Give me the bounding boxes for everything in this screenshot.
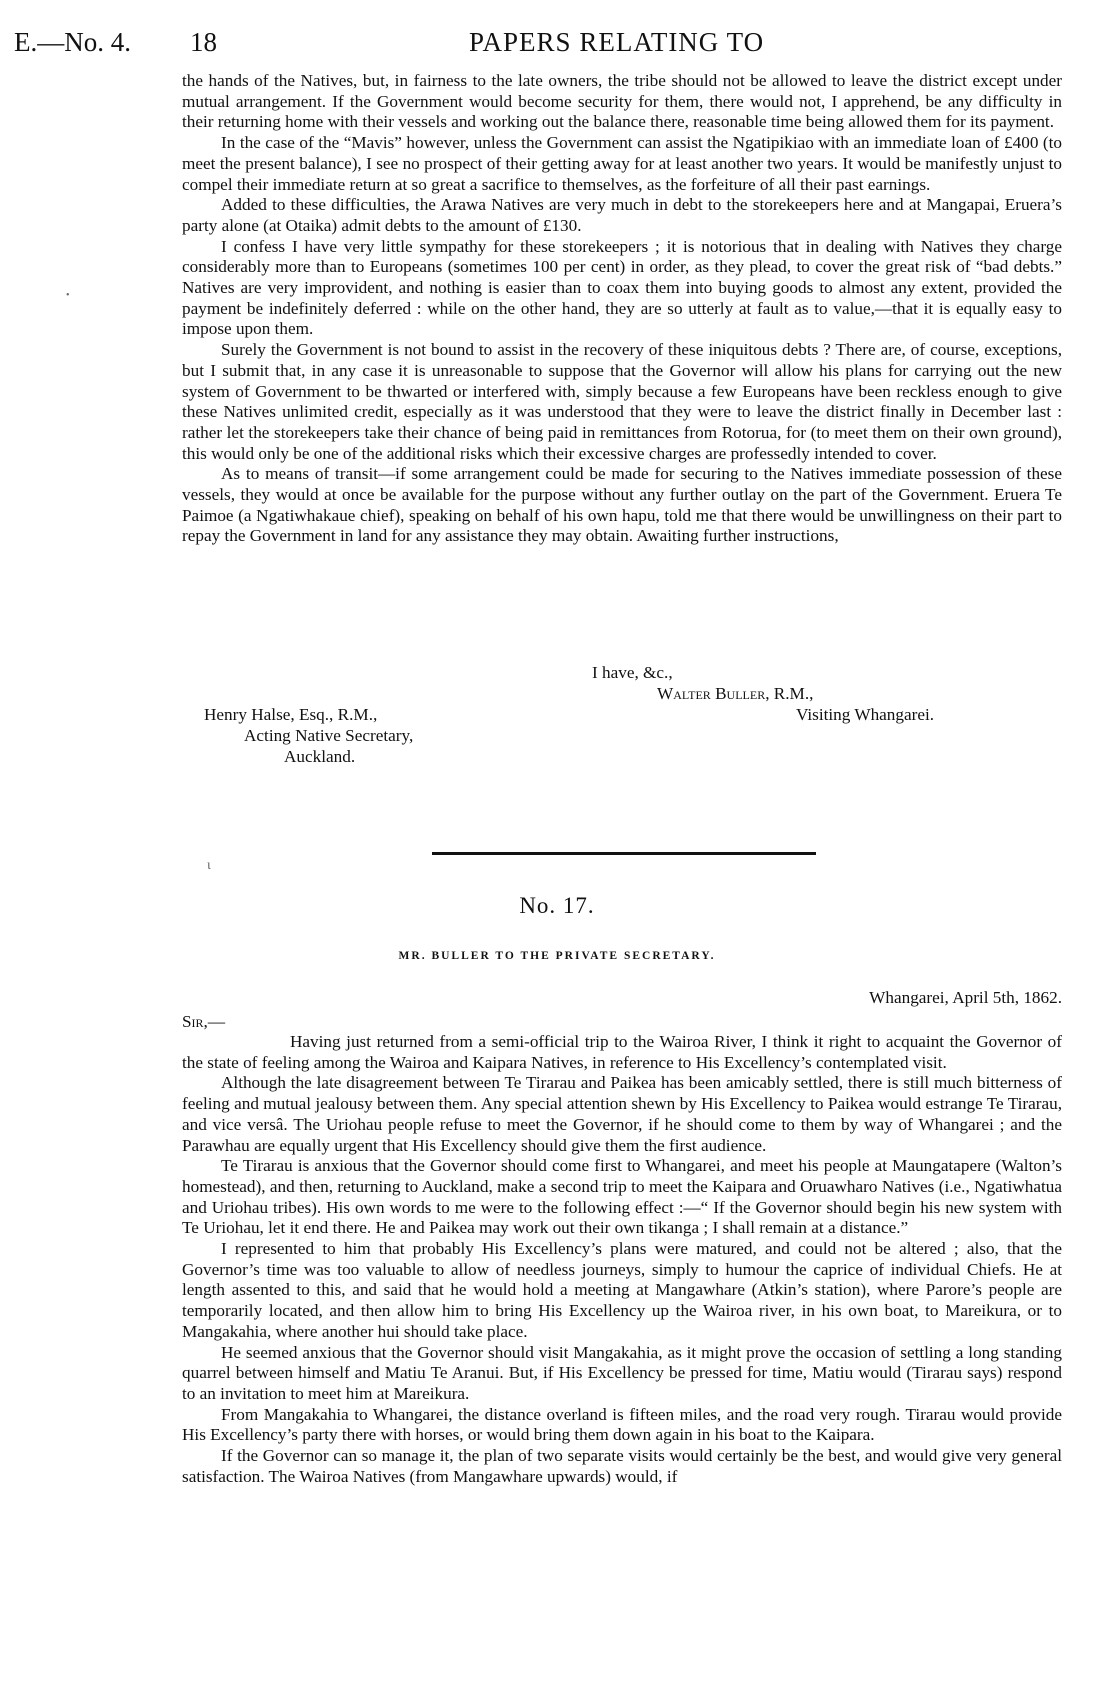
document-code: E.—No. 4. [14, 27, 131, 57]
dateline: Whangarei, April 5th, 1862. [869, 988, 1062, 1007]
addressee-place: Auckland. [284, 747, 356, 766]
closing: I have, &c., [592, 663, 673, 682]
stray-mark: ι [207, 858, 211, 873]
paragraph: If the Governor can so manage it, the plan of two separate visits would certainly be the best, and would give very general satisfaction. The Wairoa Natives (from Mangawhare upwards) would, if [182, 1446, 1062, 1486]
paragraph: I confess I have very little sympathy for these storekeepers ; it is notorious that in dealing with Natives they charge considerably more than to Europeans (sometimes 100 per cent) in order, as they plead, to cover the great risk of “bad debts.” Natives are very improvident, and nothing is easier than to coax them into buying goods to almost any extent, provided the payment be indefinitely deferred : while on the other hand, they are so utterly at fault as to value,—that it is equally easy to impose upon them. [182, 236, 1062, 339]
paragraph: In the case of the “Mavis” however, unless the Government can assist the Ngatipikiao with an immediate loan of £400 (to meet the present balance), I see no prospect of their getting away for at least another two years. It would be manifestly unjust to compel their immediate return at so great a sacrifice to themselves, as the forfeiture of all their past earnings. [182, 133, 1062, 194]
paragraph: He seemed anxious that the Governor should visit Mangakahia, as it might prove the occasion of settling a long standing quarrel between himself and Matiu Te Aranui. But, if His Excellency be pressed for time, Matiu would (Tirarau says) respond to an invitation to meet him at Mareikura. [182, 1342, 1062, 1403]
letter2-body [182, 1032, 1062, 1487]
paragraph: Having just returned from a semi-official trip to the Wairoa River, I think it right to acquaint the Governor of the state of feeling among the Wairoa and Kaipara Natives, in reference to His Excellency’s contemplated visit. [182, 1032, 1062, 1072]
paragraph: Te Tirarau is anxious that the Governor should come first to Whangarei, and meet his people at Maungatapere (Walton’s homestead), and then, returning to Auckland, make a second trip to meet the Kaipara and Oruawharo Natives (i.e., Ngatiwhatua and Uriohau tribes). His own words to me were to the following effect :—“ If the Governor should begin his new system with Te Uriohau, let it end there. He and Paikea may work out their own tikanga ; I shall remain at a distance.” [182, 1156, 1062, 1238]
paragraph: As to means of transit—if some arrangement could be made for securing to the Natives immediate possession of these vessels, they would at once be available for the purpose without any further outlay on the part of the Government. Eruera Te Paimoe (a Ngatiwhakaue chief), speaking on behalf of his own hapu, told me that there would be unwillingness on their part to repay the Government in land for any assistance they may obtain. Awaiting further instructions, [182, 464, 1062, 546]
signature: Walter Buller, R.M., [657, 684, 814, 703]
addressee-name: Henry Halse, Esq., R.M., [204, 705, 378, 724]
stray-mark: • [66, 290, 70, 301]
paragraph: the hands of the Natives, but, in fairness to the late owners, the tribe should not be allowed to leave the district except under mutual arrangement. If the Government would become security for them, there would not, I apprehend, be any difficulty in their returning home with their vessels and working out the balance there, reasonable time being allowed them for its payment. [182, 71, 1062, 132]
paragraph: Added to these difficulties, the Arawa Natives are very much in debt to the storekeepers here and at Mangapai, Eruera’s party alone (at Otaika) admit debts to the amount of £130. [182, 195, 1062, 235]
page-number: 18 [190, 27, 217, 57]
letter1-body [182, 71, 1062, 547]
paragraph: I represented to him that probably His Excellency’s plans were matured, and could not be altered ; also, that the Governor’s time was too valuable to allow of needless journeys, simply to humour the caprice of individual Chiefs. He at length assented to this, and said that he would hold a meeting at Mangawhare (Atkin’s station), where Parore’s people are temporarily located, and then allow him to bring His Excellency up the Wairoa river, in his own boat, to Mareikura, or to Mangakahia, where another hui should take place. [182, 1239, 1062, 1341]
salutation: Sir,— [182, 1012, 226, 1031]
letter-number: No. 17. [519, 893, 595, 918]
signature-title: Visiting Whangarei. [796, 705, 935, 724]
addressee-title: Acting Native Secretary, [244, 726, 414, 745]
paragraph: From Mangakahia to Whangarei, the distance overland is fifteen miles, and the road very rough. Tirarau would provide His Excellency’s party there with horses, or would bring them down again in his boat to the Kaipara. [182, 1404, 1062, 1445]
section-divider [432, 852, 816, 855]
letter-title: MR. BULLER TO THE PRIVATE SECRETARY. [398, 950, 716, 962]
paragraph: Although the late disagreement between Te Tirarau and Paikea has been amicably settled, there is still much bitterness of feeling and mutual jealousy between them. Any special attention shewn by His Excellency to Paikea would estrange Te Tirarau, and vice versâ. The Uriohau people refuse to meet the Governor, if he should come to them by way of Whangarei ; and the Parawhau are equally urgent that His Excellency should give them the first audience. [182, 1073, 1062, 1155]
paragraph: Surely the Government is not bound to assist in the recovery of these iniquitous debts ? There are, of course, exceptions, but I submit that, in any case it is unreasonable to suppose that the Governor will allow his plans for carrying out the new system of Government to be thwarted or interfered with, simply because a few Europeans have been reckless enough to give these Natives unlimited credit, especially as it was understood that they were to leave the district finally in December last : rather let the storekeepers take their chance of being paid in remittances from Rotorua, for (to meet them on their own ground), this would only be one of the additional risks which their excessive charges are professedly intended to cover. [182, 340, 1062, 463]
letter1-signoff [182, 663, 1062, 773]
page-header [14, 22, 1100, 62]
running-title: PAPERS RELATING TO [469, 27, 765, 57]
